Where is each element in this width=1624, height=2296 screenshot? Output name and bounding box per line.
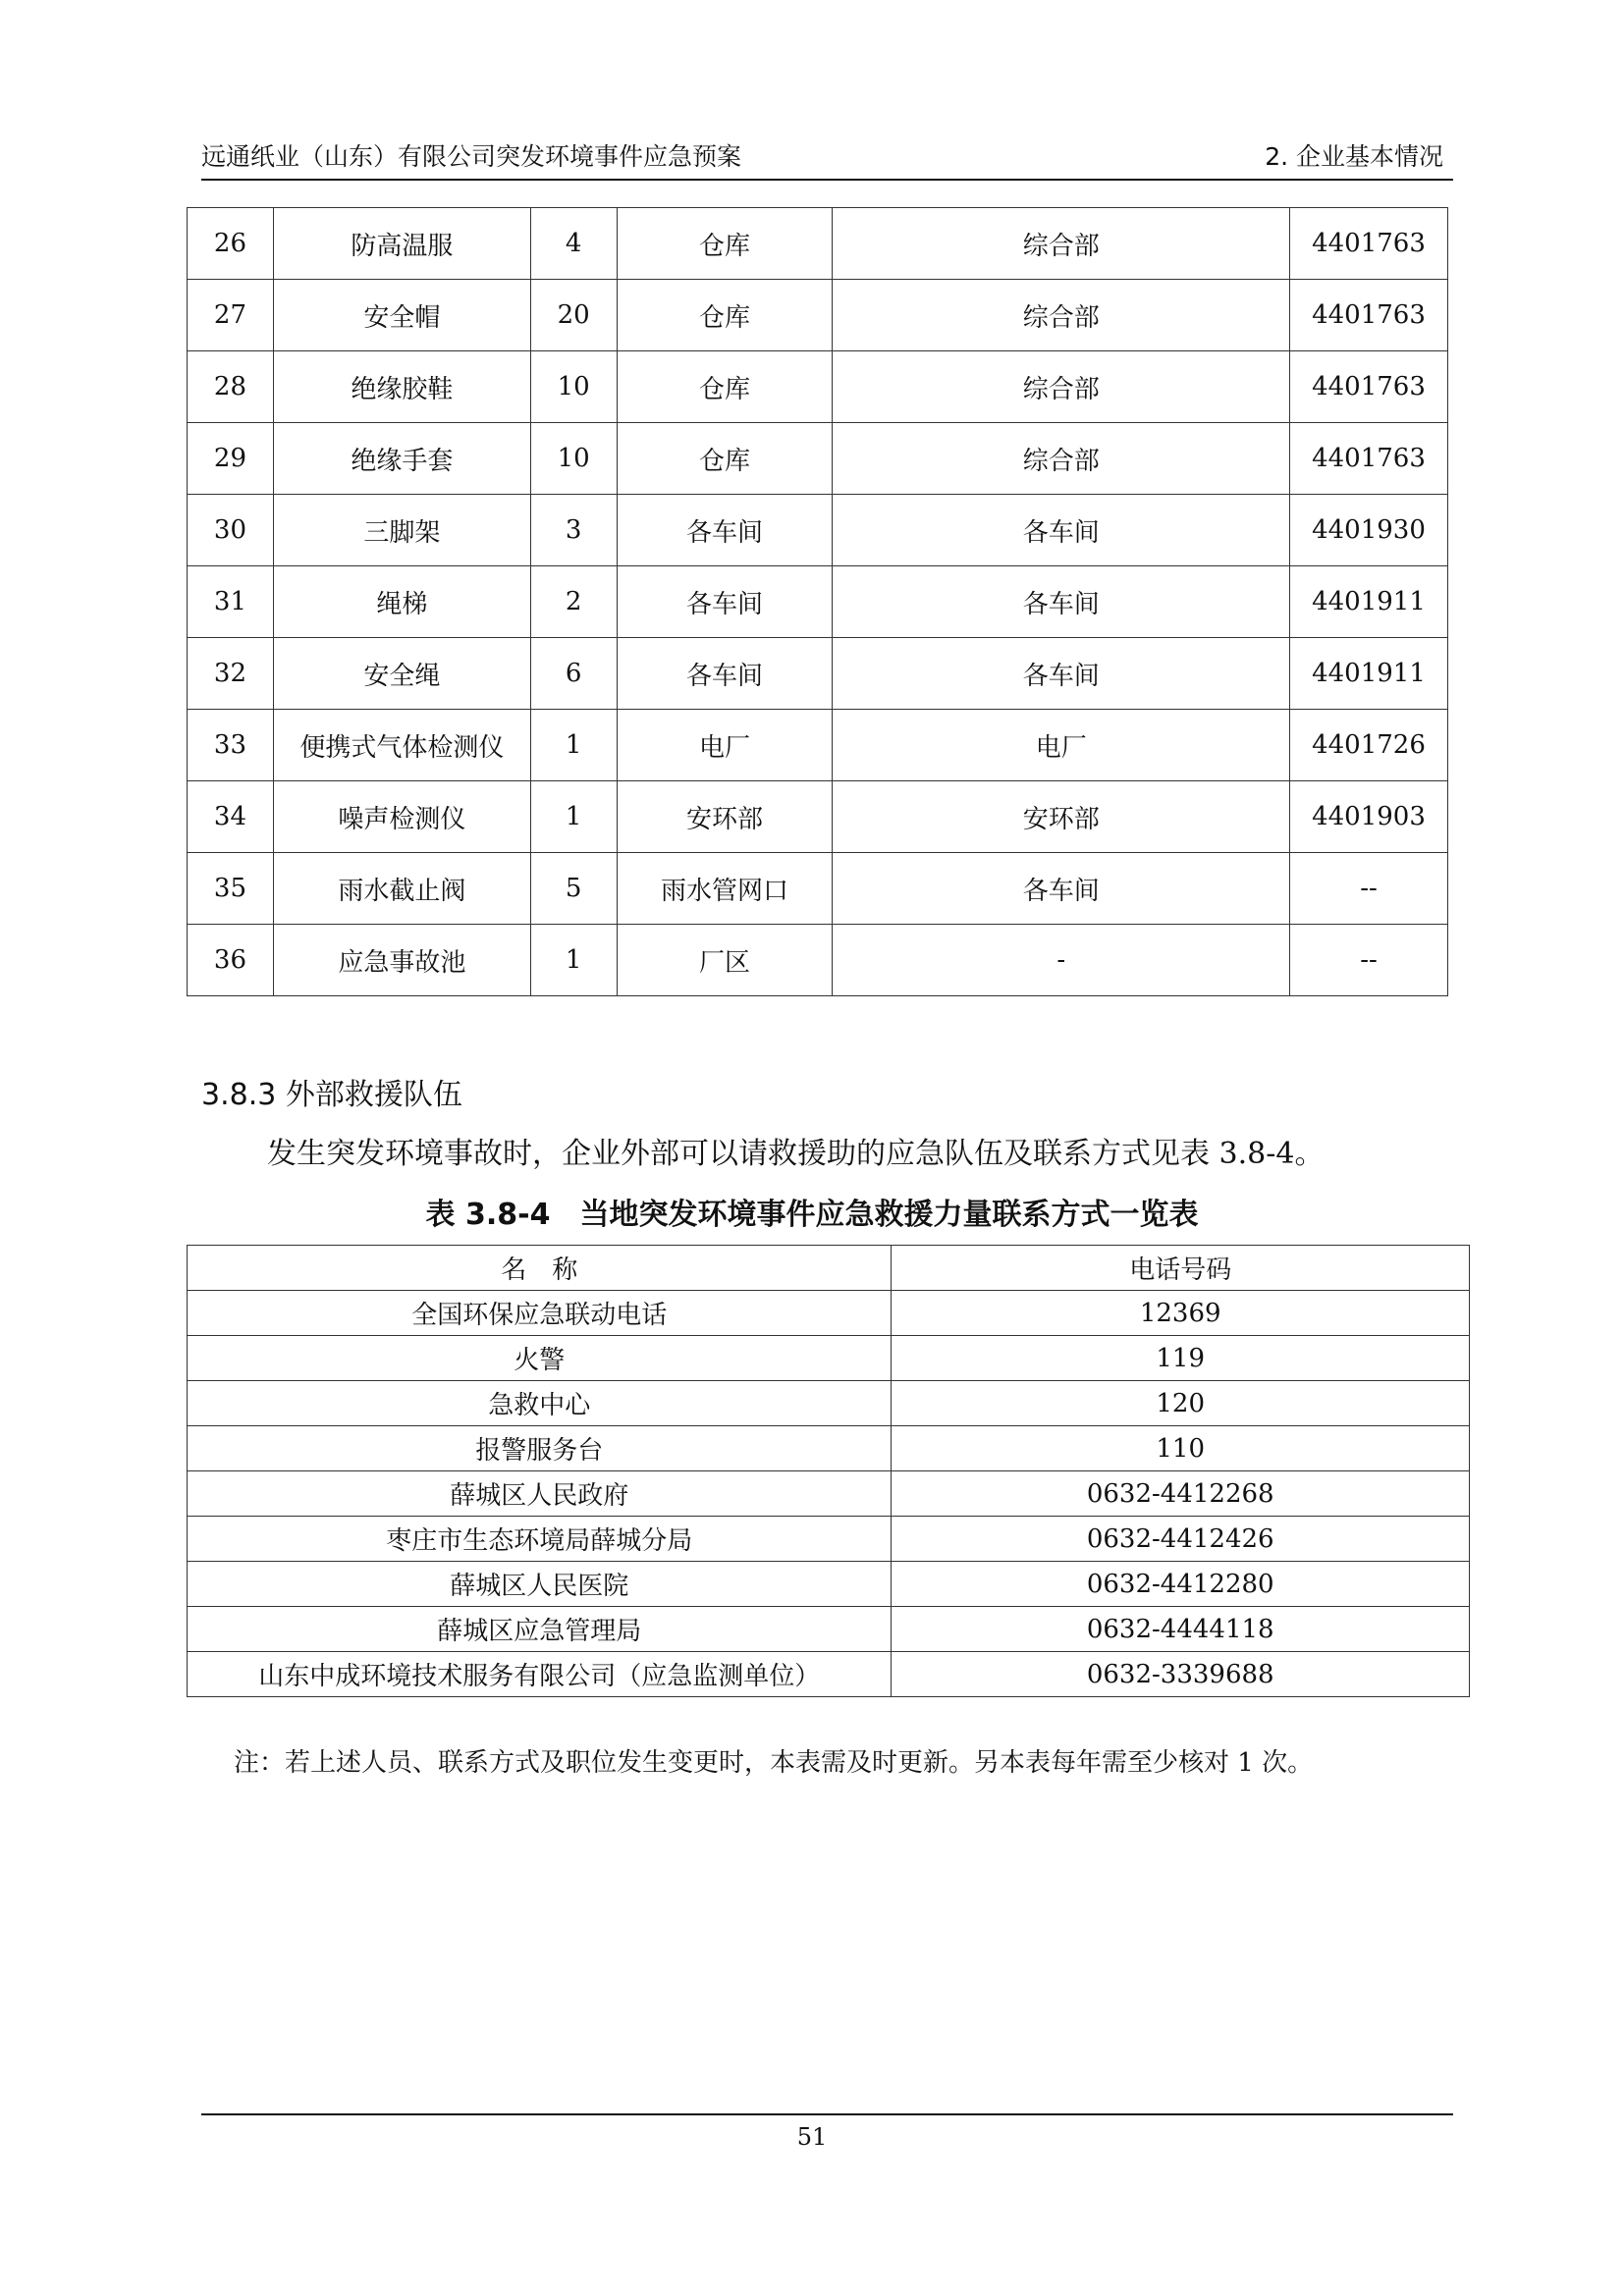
- cell-phone-number: 12369: [892, 1291, 1470, 1336]
- cell-index: 29: [188, 423, 274, 495]
- cell-phone-number: 0632-4412268: [892, 1471, 1470, 1517]
- table-row: [188, 566, 1448, 638]
- cell-location: 仓库: [617, 280, 833, 351]
- cell-agency-name: 薛城区人民医院: [188, 1562, 892, 1607]
- cell-department: 综合部: [833, 351, 1290, 423]
- cell-quantity: 1: [530, 710, 617, 781]
- cell-item-name: 绳梯: [273, 566, 530, 638]
- cell-department: 安环部: [833, 781, 1290, 853]
- cell-phone-number: 0632-3339688: [892, 1652, 1470, 1697]
- cell-agency-name: 薛城区人民政府: [188, 1471, 892, 1517]
- table-row: [188, 1291, 1470, 1336]
- cell-location: 仓库: [617, 351, 833, 423]
- running-header-chapter: 2. 企业基本情况: [1265, 142, 1443, 171]
- header-name: 名 称: [188, 1246, 892, 1291]
- cell-phone: --: [1290, 853, 1448, 925]
- table-row: [188, 1517, 1470, 1562]
- cell-agency-name: 薛城区应急管理局: [188, 1607, 892, 1652]
- cell-quantity: 10: [530, 351, 617, 423]
- cell-item-name: 便携式气体检测仪: [273, 710, 530, 781]
- contacts-table-body: [188, 1291, 1470, 1697]
- cell-quantity: 4: [530, 208, 617, 280]
- cell-quantity: 1: [530, 925, 617, 996]
- cell-department: 综合部: [833, 280, 1290, 351]
- cell-phone: 4401911: [1290, 638, 1448, 710]
- cell-location: 各车间: [617, 638, 833, 710]
- table-row: [188, 208, 1448, 280]
- cell-item-name: 三脚架: [273, 495, 530, 566]
- cell-phone-number: 0632-4412280: [892, 1562, 1470, 1607]
- header-phone: 电话号码: [892, 1246, 1470, 1291]
- table-row: [188, 1607, 1470, 1652]
- section-paragraph: 发生突发环境事故时，企业外部可以请救援助的应急队伍及联系方式见表 3.8-4。: [267, 1137, 1325, 1171]
- header-rule: [201, 179, 1453, 181]
- cell-index: 35: [188, 853, 274, 925]
- cell-location: 安环部: [617, 781, 833, 853]
- cell-department: -: [833, 925, 1290, 996]
- cell-location: 电厂: [617, 710, 833, 781]
- cell-index: 27: [188, 280, 274, 351]
- cell-item-name: 绝缘手套: [273, 423, 530, 495]
- cell-quantity: 1: [530, 781, 617, 853]
- cell-phone-number: 0632-4412426: [892, 1517, 1470, 1562]
- table-row: [188, 495, 1448, 566]
- cell-quantity: 3: [530, 495, 617, 566]
- cell-phone: --: [1290, 925, 1448, 996]
- cell-phone-number: 119: [892, 1336, 1470, 1381]
- cell-item-name: 防高温服: [273, 208, 530, 280]
- table-row: [188, 1426, 1470, 1471]
- table-row: [188, 351, 1448, 423]
- cell-agency-name: 火警: [188, 1336, 892, 1381]
- table-row: [188, 1562, 1470, 1607]
- cell-location: 各车间: [617, 566, 833, 638]
- cell-quantity: 20: [530, 280, 617, 351]
- cell-item-name: 绝缘胶鞋: [273, 351, 530, 423]
- cell-location: 仓库: [617, 423, 833, 495]
- section-heading: 3.8.3 外部救援队伍: [201, 1078, 462, 1112]
- cell-phone: 4401903: [1290, 781, 1448, 853]
- table-row: [188, 1336, 1470, 1381]
- cell-department: 电厂: [833, 710, 1290, 781]
- cell-phone: 4401763: [1290, 351, 1448, 423]
- footer-rule: [201, 2113, 1453, 2115]
- cell-department: 各车间: [833, 495, 1290, 566]
- cell-item-name: 雨水截止阀: [273, 853, 530, 925]
- cell-index: 31: [188, 566, 274, 638]
- table-row: [188, 781, 1448, 853]
- cell-agency-name: 急救中心: [188, 1381, 892, 1426]
- cell-quantity: 6: [530, 638, 617, 710]
- table-row: [188, 853, 1448, 925]
- table-row: [188, 1381, 1470, 1426]
- emergency-contacts-table: [187, 1245, 1470, 1697]
- table-caption: 表 3.8-4 当地突发环境事件应急救援力量联系方式一览表: [425, 1198, 1199, 1232]
- cell-quantity: 2: [530, 566, 617, 638]
- cell-index: 28: [188, 351, 274, 423]
- cell-phone: 4401911: [1290, 566, 1448, 638]
- cell-location: 各车间: [617, 495, 833, 566]
- table-note: 注：若上述人员、联系方式及职位发生变更时，本表需及时更新。另本表每年需至少核对 1 次。: [234, 1748, 1314, 1778]
- cell-item-name: 应急事故池: [273, 925, 530, 996]
- cell-agency-name: 报警服务台: [188, 1426, 892, 1471]
- cell-item-name: 噪声检测仪: [273, 781, 530, 853]
- cell-department: 综合部: [833, 208, 1290, 280]
- cell-index: 36: [188, 925, 274, 996]
- equipment-table-body: [188, 208, 1448, 996]
- cell-department: 各车间: [833, 566, 1290, 638]
- cell-phone: 4401763: [1290, 208, 1448, 280]
- table-row: [188, 423, 1448, 495]
- cell-agency-name: 枣庄市生态环境局薛城分局: [188, 1517, 892, 1562]
- cell-location: 厂区: [617, 925, 833, 996]
- cell-index: 32: [188, 638, 274, 710]
- cell-agency-name: 山东中成环境技术服务有限公司（应急监测单位）: [188, 1652, 892, 1697]
- cell-department: 各车间: [833, 853, 1290, 925]
- cell-phone-number: 110: [892, 1426, 1470, 1471]
- table-row: [188, 1652, 1470, 1697]
- cell-item-name: 安全帽: [273, 280, 530, 351]
- cell-index: 33: [188, 710, 274, 781]
- table-row: [188, 1471, 1470, 1517]
- cell-phone: 4401726: [1290, 710, 1448, 781]
- cell-phone: 4401763: [1290, 280, 1448, 351]
- cell-location: 雨水管网口: [617, 853, 833, 925]
- table-header-row: [188, 1246, 1470, 1291]
- cell-item-name: 安全绳: [273, 638, 530, 710]
- running-header-title: 远通纸业（山东）有限公司突发环境事件应急预案: [201, 142, 742, 171]
- cell-phone-number: 0632-4444118: [892, 1607, 1470, 1652]
- cell-index: 26: [188, 208, 274, 280]
- page-number: 51: [796, 2123, 828, 2151]
- emergency-equipment-table: [187, 207, 1448, 996]
- cell-phone: 4401930: [1290, 495, 1448, 566]
- table-row: [188, 280, 1448, 351]
- cell-quantity: 5: [530, 853, 617, 925]
- cell-index: 34: [188, 781, 274, 853]
- table-row: [188, 638, 1448, 710]
- cell-department: 各车间: [833, 638, 1290, 710]
- cell-agency-name: 全国环保应急联动电话: [188, 1291, 892, 1336]
- cell-index: 30: [188, 495, 274, 566]
- cell-phone: 4401763: [1290, 423, 1448, 495]
- cell-department: 综合部: [833, 423, 1290, 495]
- table-row: [188, 710, 1448, 781]
- cell-location: 仓库: [617, 208, 833, 280]
- cell-phone-number: 120: [892, 1381, 1470, 1426]
- cell-quantity: 10: [530, 423, 617, 495]
- table-row: [188, 925, 1448, 996]
